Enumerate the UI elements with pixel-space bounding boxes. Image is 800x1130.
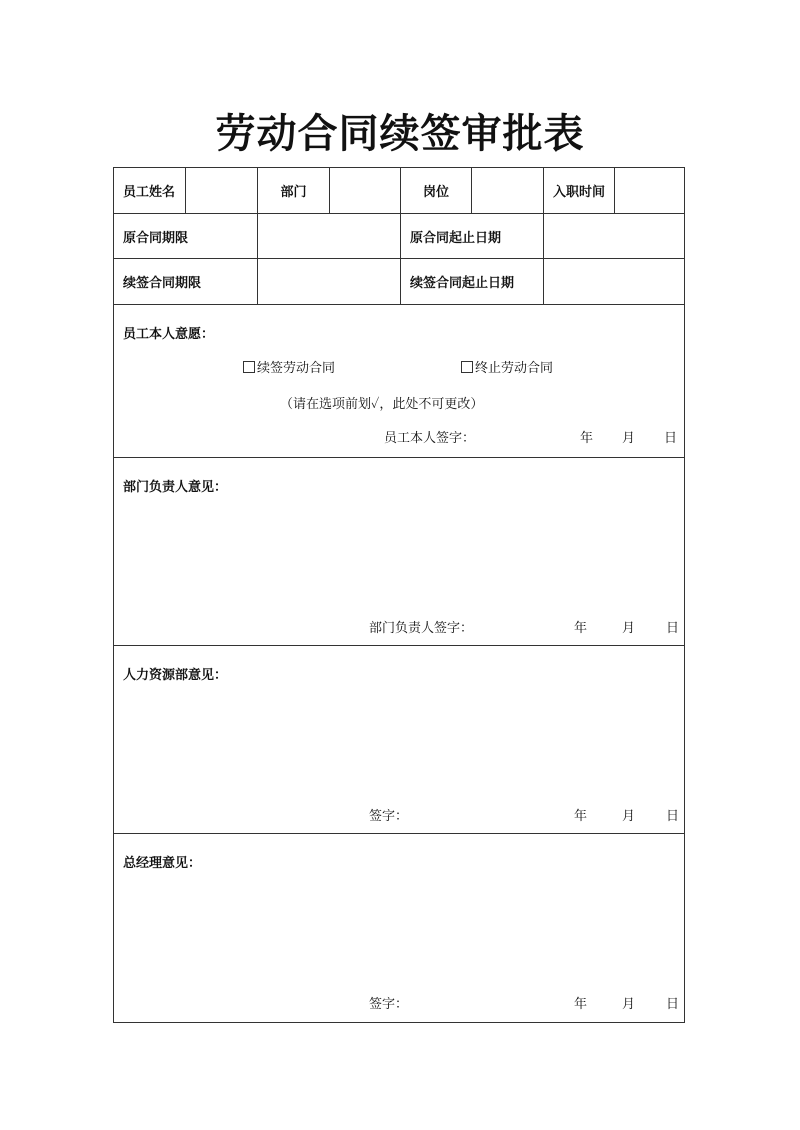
day-label: 日 <box>666 621 680 636</box>
checkmark-instruction: （请在选项前划✓，此处不可更改） <box>280 397 484 412</box>
month-label: 月 <box>622 809 636 824</box>
terminate-checkbox[interactable] <box>461 361 473 373</box>
gm-signature-label: 签字： <box>369 997 409 1012</box>
year-label: 年 <box>580 431 594 446</box>
department-field[interactable] <box>330 168 401 213</box>
day-label: 日 <box>664 431 678 446</box>
year-label: 年 <box>574 997 588 1012</box>
renew-option[interactable] <box>243 357 335 376</box>
hr-signature-label: 签字： <box>369 809 409 824</box>
terminate-option-label: 终止劳动合同 <box>475 361 554 376</box>
employee-intention-section <box>114 305 684 458</box>
day-label: 日 <box>666 997 680 1012</box>
basic-info-row <box>114 168 684 214</box>
renewal-term-field[interactable] <box>258 259 401 304</box>
hire-date-label: 入职时间 <box>544 168 615 213</box>
month-label: 月 <box>622 621 636 636</box>
original-term-label: 原合同期限 <box>114 214 258 258</box>
original-term-field[interactable] <box>258 214 401 258</box>
department-label: 部门 <box>258 168 330 213</box>
year-label: 年 <box>574 621 588 636</box>
renewal-dates-label: 续签合同起止日期 <box>401 259 544 304</box>
hr-opinion-label: 人力资源部意见： <box>123 668 228 683</box>
terminate-option[interactable] <box>461 357 553 376</box>
renewal-dates-field[interactable] <box>544 259 684 304</box>
form-title: 劳动合同续签审批表 <box>215 110 585 157</box>
renew-checkbox[interactable] <box>243 361 255 373</box>
employee-name-label: 员工姓名 <box>114 168 186 213</box>
dept-signature-label: 部门负责人签字： <box>369 621 474 636</box>
original-dates-label: 原合同起止日期 <box>401 214 544 258</box>
original-dates-field[interactable] <box>544 214 684 258</box>
hr-opinion-section <box>114 646 684 834</box>
employee-signature-label: 员工本人签字： <box>384 431 476 446</box>
renewal-term-label: 续签合同期限 <box>114 259 258 304</box>
renewal-contract-row <box>114 259 684 305</box>
dept-opinion-label: 部门负责人意见： <box>123 480 228 495</box>
year-label: 年 <box>574 809 588 824</box>
original-contract-row <box>114 214 684 259</box>
employee-name-field[interactable] <box>186 168 258 213</box>
employee-intention-label: 员工本人意愿： <box>123 327 215 342</box>
hire-date-field[interactable] <box>615 168 684 213</box>
day-label: 日 <box>666 809 680 824</box>
dept-opinion-section <box>114 458 684 646</box>
renew-option-label: 续签劳动合同 <box>257 361 336 376</box>
position-field[interactable] <box>472 168 544 213</box>
gm-opinion-label: 总经理意见： <box>123 856 202 871</box>
gm-opinion-section <box>114 834 684 1022</box>
month-label: 月 <box>622 431 636 446</box>
approval-form-table <box>113 167 685 1023</box>
month-label: 月 <box>622 997 636 1012</box>
position-label: 岗位 <box>401 168 472 213</box>
